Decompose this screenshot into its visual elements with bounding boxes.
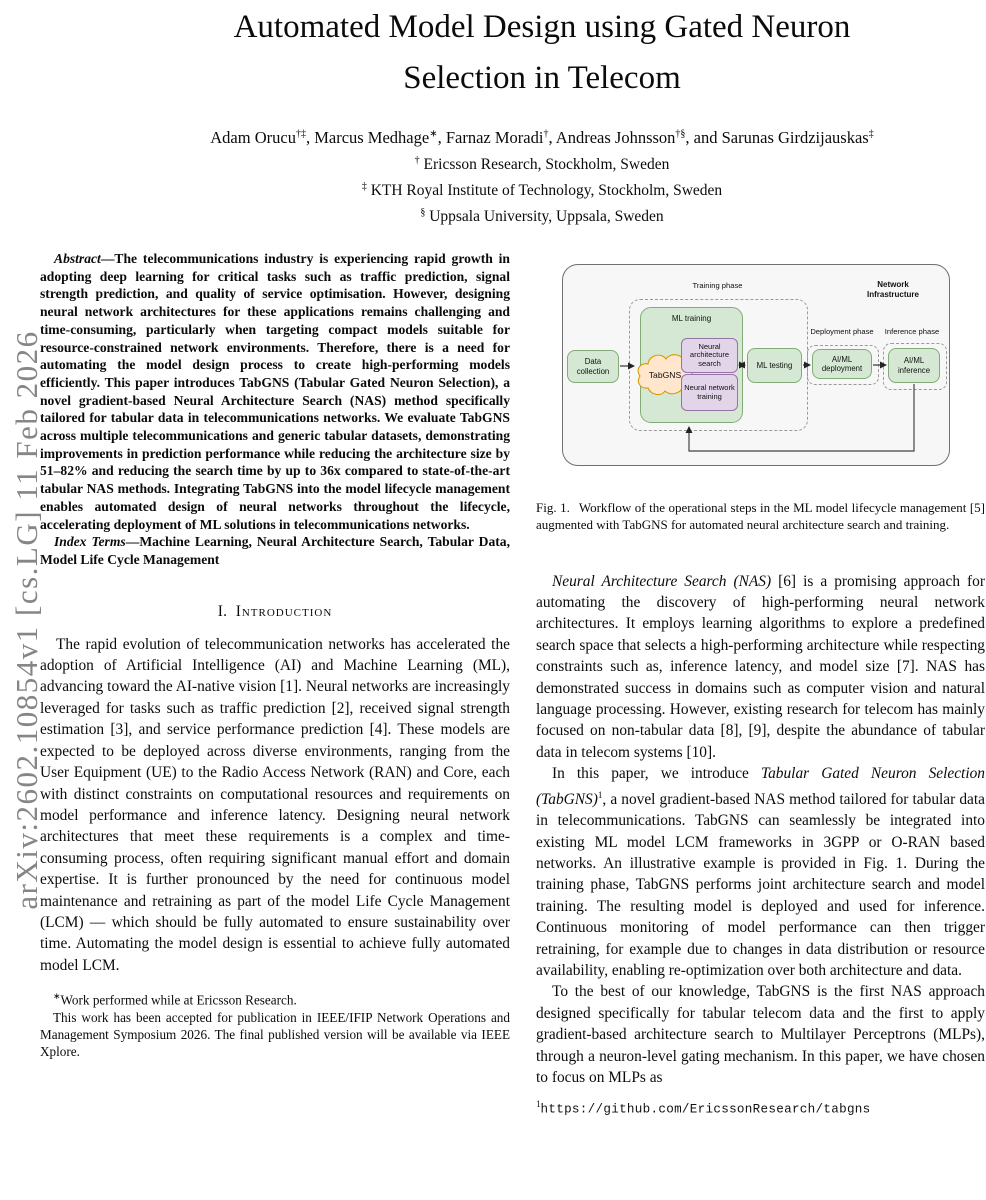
footnote-acceptance-note: This work has been accepted for publication in IEEE/IFIP Network Operations and Management Symposium 2026. The final published version will be available via IEEE Xplore. xyxy=(40,1009,510,1059)
abstract xyxy=(40,250,510,533)
left-column xyxy=(40,250,510,1117)
tabgns-paragraph: In this paper, we introduce Tabular Gated Neuron Selection (TabGNS)$^1$, a novel gradient-based NAS method tailored for tabular data in telecommunications. TabGNS can seamlessly be integrated into existing ML model LCM frameworks in 3GPP or O-RAN based networks. An illustrative example is provided in Fig. 1. During the training phase, TabGNS performs joint architecture search and model training. The resulting model is deployed and used for inference. Continuous monitoring of model performance can then trigger retraining, for example due to changes in data distribution or resource availability, enabling re-optimization over both architecture and data. xyxy=(536,765,985,980)
abstract-text: —The telecommunications industry is experiencing rapid growth in adopting deep learning for critical tasks such as traffic prediction, signal strength prediction, and quality of service optimisation. However, designing neural network architectures for these applications remains challenging and time-consuming, particularly when targeting compact models suitable for resource-constrained network environments. Therefore, there is a need for automating the model design process to create high-performing models efficiently. This paper introduces TabGNS (Tabular Gated Neuron Selection), a novel gradient-based Neural Architecture Search (NAS) method specifically tailored for tabular data in telecommunications networks. We evaluate TabGNS across multiple telecommunications and generic tabular datasets, demonstrating improvements in prediction performance while reducing the architecture size by 51–82% and reducing the search time by up to 36x compared to state-of-the-art tabular NAS methods. Integrating TabGNS into the model lifecycle management enables automated design of neural networks throughout the lifecycle, accelerating deployment of ML solutions in telecommunications networks. xyxy=(40,251,510,532)
aiml-inference-box: AI/ML inference xyxy=(888,348,940,383)
title-line-2: Selection in Telecom xyxy=(403,60,681,96)
github-footnote: $^1$https://github.com/EricssonResearch/tabgns xyxy=(536,1099,871,1117)
neural-network-training-box: Neural network training xyxy=(681,374,738,411)
nas-paragraph: Neural Architecture Search (NAS) [6] is a promising approach for automating the discovery of high-performing neural network architectures. It employs learning algorithms to explore a predefined search space that selects a high-performing architecture while respecting constraints such as, inference latency, and model size [7]. NAS has demonstrated success in domains such as computer vision and natural language processing. However, existing research for telecom has mainly focused on non-tabular data [8], [9], despite the abundance of tabular data in telecom systems [10]. xyxy=(536,572,985,761)
index-terms-label: Index Terms xyxy=(54,534,126,550)
knowledge-paragraph: To the best of our knowledge, TabGNS is the first NAS approach designed specifically for tabular telecom data and the first to apply gradient-based architecture search to Multilayer Perceptrons (MLPs), through a neuron-level gating mechanism. In this paper, we have chosen to focus on MLPs as xyxy=(536,983,985,1087)
ml-training-box: ML training xyxy=(640,307,743,423)
paper-title xyxy=(98,2,986,104)
neural-architecture-search-box: Neural architecture search xyxy=(681,338,738,373)
aiml-deployment-box: AI/ML deployment xyxy=(812,349,872,379)
author-5: Sarunas Girdzijauskas‡ xyxy=(721,128,874,147)
tabgns-cloud-label: TabGNS xyxy=(648,370,682,380)
training-phase-label: Training phase xyxy=(692,281,743,290)
index-terms-text: —Machine Learning, Neural Architecture Search, Tabular Data, Model Life Cycle Management xyxy=(40,534,510,567)
author-2: Marcus Medhage∗, xyxy=(314,128,446,147)
author-4-marker: †§ xyxy=(675,128,686,140)
deployment-phase-label: Deployment phase xyxy=(810,327,874,336)
section-heading-introduction: I. Introduction xyxy=(217,602,333,620)
network-infrastructure-label: Network Infrastructure xyxy=(866,280,919,299)
author-4: Andreas Johnsson†§, and xyxy=(555,128,722,147)
footnote-1-marker: 1 xyxy=(597,789,603,800)
title-line-1: Automated Model Design using Gated Neuron xyxy=(233,9,851,45)
author-3: Farnaz Moradi†, xyxy=(445,128,556,147)
intro-paragraph: The rapid evolution of telecommunication networks has accelerated the adoption of Artificial Intelligence (AI) and Machine Learning (ML), advancing toward the AI-native vision [1]. Neural networks are increasingly leveraged for tasks such as traffic prediction [2], received signal strength estimation [3], and service performance prediction [4]. These models are expected to be deployed across diverse environments, ranging from the User Equipment (UE) to the Radio Access Network (RAN) and Core, each with distinct constraints on computational resources and requirements on model performance and inference latency. Designing neural network architectures that meet these requirements is a complex and time-consuming process, often requiring significant manual effort and domain expertise. It is further pronounced by the need for continuous model maintenance and retraining as part of the model Life Cycle Management (LCM) — which should be fully automated to ensure sustainability over time. Automating the model design is essential to achieve fully automated model LCM. xyxy=(40,635,510,974)
left-footnotes xyxy=(40,988,510,1059)
inference-phase-label: Inference phase xyxy=(884,327,940,336)
author-3-marker: † xyxy=(543,128,549,140)
author-line xyxy=(98,128,986,148)
ml-testing-box: ML testing xyxy=(747,348,802,383)
abstract-label: Abstract xyxy=(54,251,101,266)
two-column-body xyxy=(40,250,985,1117)
arxiv-watermark: arXiv:2602.10854v1 [cs.LG] 11 Feb 2026 xyxy=(9,330,44,910)
affiliation-2: ‡ KTH Royal Institute of Technology, Stockholm, Sweden xyxy=(361,181,723,200)
figure-1-caption: Fig. 1. Workflow of the operational steps in the ML model lifecycle management [5] augmented with TabGNS for automated neural architecture search and training. xyxy=(536,500,986,532)
author-5-marker: ‡ xyxy=(868,128,874,140)
affiliation-3: § Uppsala University, Uppsala, Sweden xyxy=(420,207,664,226)
index-terms xyxy=(40,533,510,568)
github-link[interactable]: https://github.com/EricssonResearch/tabgns xyxy=(540,1102,871,1117)
author-1-marker: †‡ xyxy=(295,128,306,140)
affiliations xyxy=(98,150,986,228)
author-2-marker: ∗ xyxy=(429,128,438,140)
paper-header xyxy=(98,0,986,228)
affiliation-1: † Ericsson Research, Stockholm, Sweden xyxy=(414,155,670,174)
figure-1-diagram xyxy=(562,264,950,466)
data-collection-box: Data collection xyxy=(567,350,619,383)
author-1: Adam Orucu†‡, xyxy=(210,128,315,147)
footnote-affiliation-note: ∗Work performed while at Ericsson Research. xyxy=(53,991,297,1008)
figure-1-caption-tag: Fig. 1. xyxy=(536,500,570,515)
right-column xyxy=(536,250,985,1117)
